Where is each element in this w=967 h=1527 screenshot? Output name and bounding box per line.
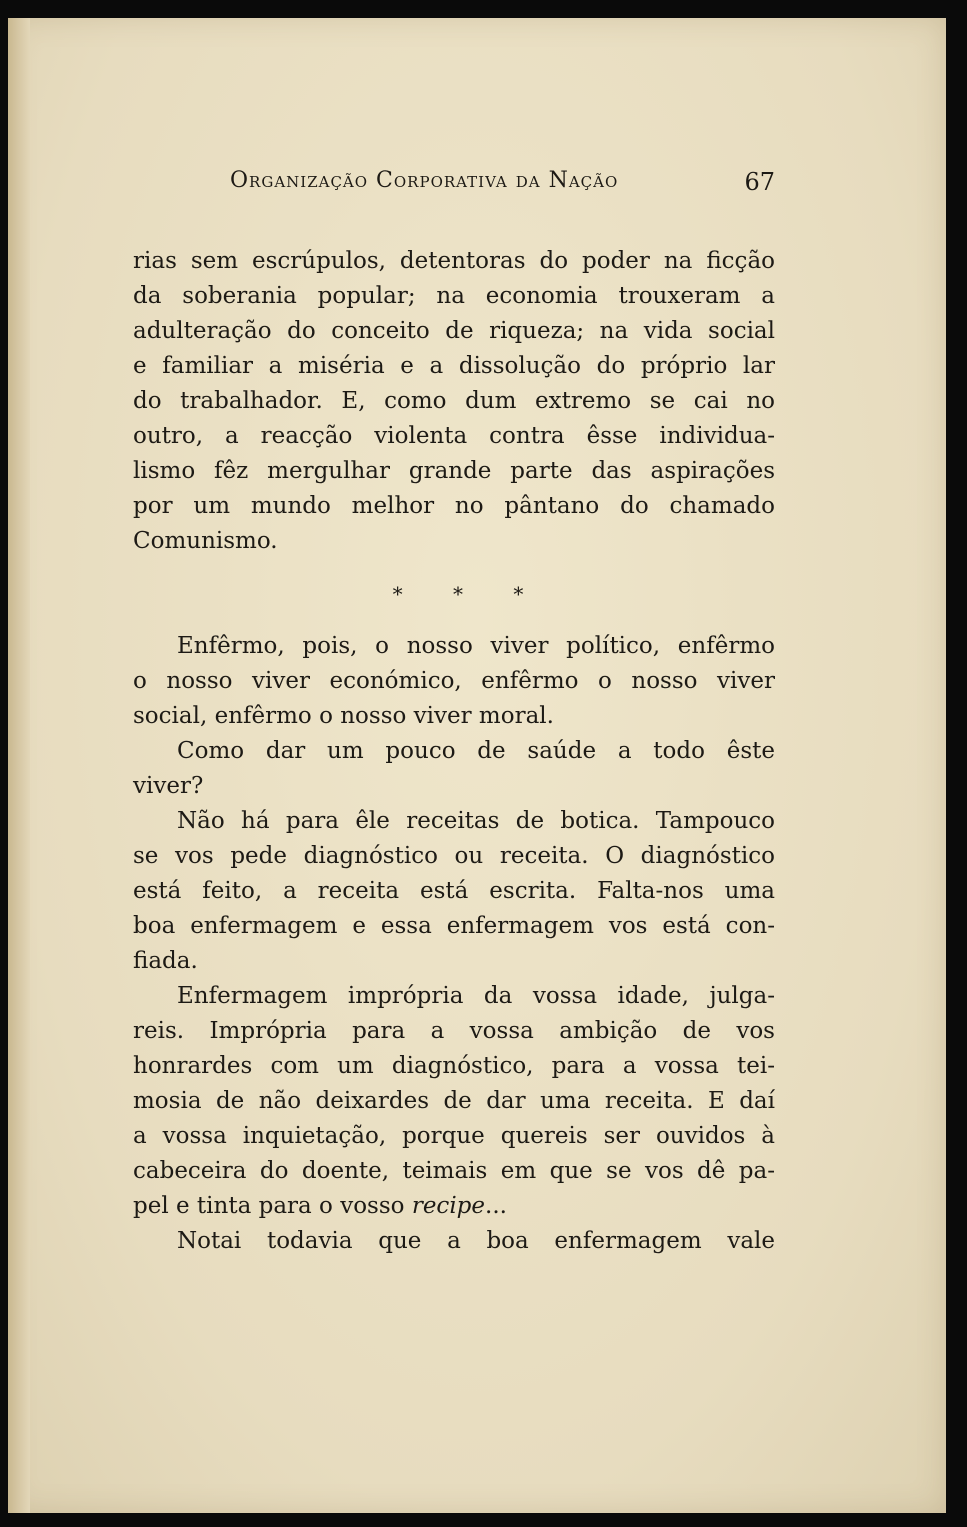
- text-line: por um mundo melhor no pântano do chamado: [133, 493, 775, 519]
- text-line: a vossa inquietação, porque quereis ser ouvidos à: [133, 1123, 775, 1149]
- text-line: adulteração do conceito de riqueza; na vida social: [133, 318, 775, 344]
- body-text: [133, 244, 775, 1259]
- text-line: Comunismo.: [133, 528, 278, 554]
- text-line: Notai todavia que a boa enfermagem vale: [177, 1228, 775, 1254]
- book-page: [8, 18, 946, 1513]
- text-line: da soberania popular; na economia trouxeram a: [133, 283, 775, 309]
- text-run: pel e tinta para o vosso: [133, 1193, 412, 1219]
- text-line: Enfêrmo, pois, o nosso viver político, enfêrmo: [177, 633, 775, 659]
- text-line: viver?: [133, 773, 204, 799]
- text-line: do trabalhador. E, como dum extremo se cai no: [133, 388, 775, 414]
- text-line: e familiar a miséria e a dissolução do próprio lar: [133, 353, 775, 379]
- text-line: [133, 1189, 775, 1224]
- italic-word: recipe: [411, 1193, 486, 1219]
- text-line: reis. Imprópria para a vossa ambição de vos: [133, 1018, 775, 1044]
- text-line: mosia de não deixardes de dar uma receita. E daí: [133, 1088, 775, 1114]
- text-line: boa enfermagem e essa enfermagem vos está con-: [133, 913, 775, 939]
- text-line: cabeceira do doente, teimais em que se vos dê pa-: [133, 1158, 775, 1184]
- text-line: outro, a reacção violenta contra êsse individua-: [133, 423, 775, 449]
- running-title: Organização Corporativa da Nação: [230, 168, 619, 193]
- text-line: social, enfêrmo o nosso viver moral.: [133, 703, 554, 729]
- text-line: honrardes com um diagnóstico, para a vossa tei-: [133, 1053, 775, 1079]
- text-run: ...: [485, 1193, 507, 1219]
- text-line: lismo fêz mergulhar grande parte das aspirações: [133, 458, 775, 484]
- page-binding-edge: [8, 18, 30, 1513]
- page-number: 67: [744, 168, 775, 196]
- text-line: rias sem escrúpulos, detentoras do poder na ficção: [133, 248, 775, 274]
- text-line: se vos pede diagnóstico ou receita. O diagnóstico: [133, 843, 775, 869]
- section-separator: * * *: [392, 582, 546, 606]
- text-line: fiada.: [133, 948, 198, 974]
- text-line: Não há para êle receitas de botica. Tampouco: [177, 808, 775, 834]
- text-line: Como dar um pouco de saúde a todo êste: [177, 738, 775, 764]
- text-line: está feito, a receita está escrita. Falta-nos uma: [133, 878, 775, 904]
- text-line: Enfermagem imprópria da vossa idade, julga-: [177, 983, 775, 1009]
- running-head: [230, 168, 775, 208]
- text-line: o nosso viver económico, enfêrmo o nosso viver: [133, 668, 775, 694]
